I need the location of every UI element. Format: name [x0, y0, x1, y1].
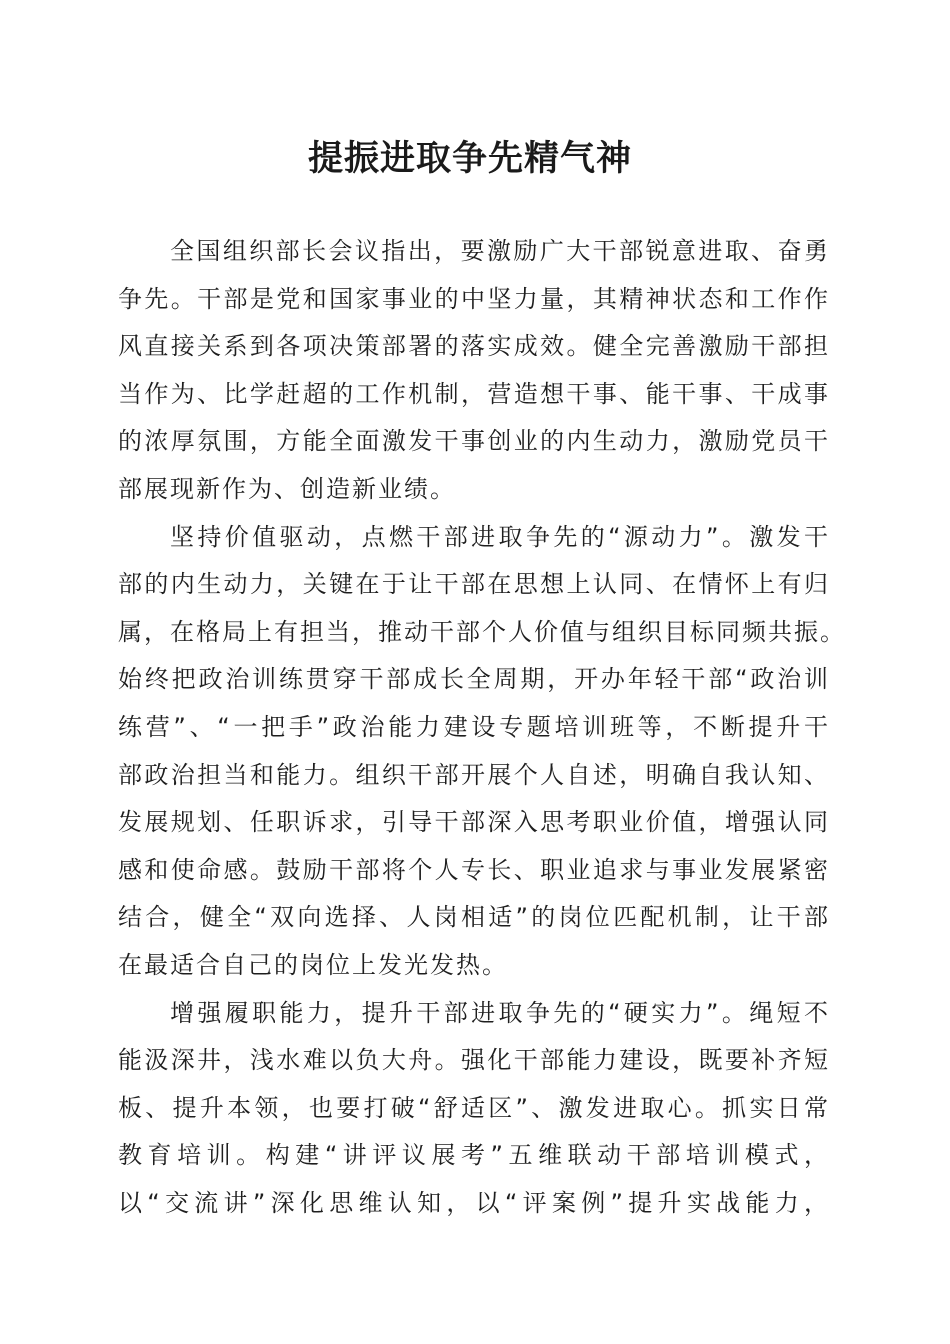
text-line: 板、提升本领，也要打破“舒适区”、激发进取心。抓实日常	[118, 1093, 830, 1122]
text-line: 增强履职能力，提升干部进取争先的“硬实力”。绳短不	[170, 998, 830, 1027]
paragraph-1	[118, 228, 830, 514]
document-title: 提振进取争先精气神	[307, 138, 632, 179]
text-line: 结合，健全“双向选择、人岗相适”的岗位匹配机制，让干部	[118, 903, 830, 932]
text-line: 部展现新作为、创造新业绩。	[118, 474, 456, 503]
text-line: 发展规划、任职诉求，引导干部深入思考职业价值，增强认同	[118, 808, 830, 837]
paragraph-3	[118, 990, 830, 1228]
text-line: 感和使命感。鼓励干部将个人专长、职业追求与事业发展紧密	[118, 855, 830, 884]
text-line: 争先。干部是党和国家事业的中坚力量，其精神状态和工作作	[118, 284, 830, 313]
text-line: 坚持价值驱动，点燃干部进取争先的“源动力”。激发干	[170, 522, 830, 551]
text-line: 部的内生动力，关键在于让干部在思想上认同、在情怀上有归	[118, 570, 830, 599]
text-line: 能汲深井，浅水难以负大舟。强化干部能力建设，既要补齐短	[118, 1046, 830, 1075]
text-line: 练营”、“一把手”政治能力建设专题培训班等，不断提升干	[118, 712, 830, 741]
text-line: 教育培训。构建“讲评议展考”五维联动干部培训模式，	[118, 1141, 830, 1170]
text-line: 以“交流讲”深化思维认知，以“评案例”提升实战能力，	[118, 1188, 830, 1217]
text-line: 在最适合自己的岗位上发光发热。	[118, 950, 508, 979]
text-line: 当作为、比学赶超的工作机制，营造想干事、能干事、干成事	[118, 379, 830, 408]
text-line: 的浓厚氛围，方能全面激发干事创业的内生动力，激励党员干	[118, 427, 830, 456]
text-line: 属，在格局上有担当，推动干部个人价值与组织目标同频共振。	[118, 617, 846, 646]
document-body	[118, 228, 846, 1227]
text-line: 风直接关系到各项决策部署的落实成效。健全完善激励干部担	[118, 332, 830, 361]
text-line: 部政治担当和能力。组织干部开展个人自述，明确自我认知、	[118, 760, 830, 789]
text-line: 始终把政治训练贯穿干部成长全周期，开办年轻干部“政治训	[118, 665, 830, 694]
text-line: 全国组织部长会议指出，要激励广大干部锐意进取、奋勇	[170, 237, 830, 265]
paragraph-2	[118, 514, 846, 990]
